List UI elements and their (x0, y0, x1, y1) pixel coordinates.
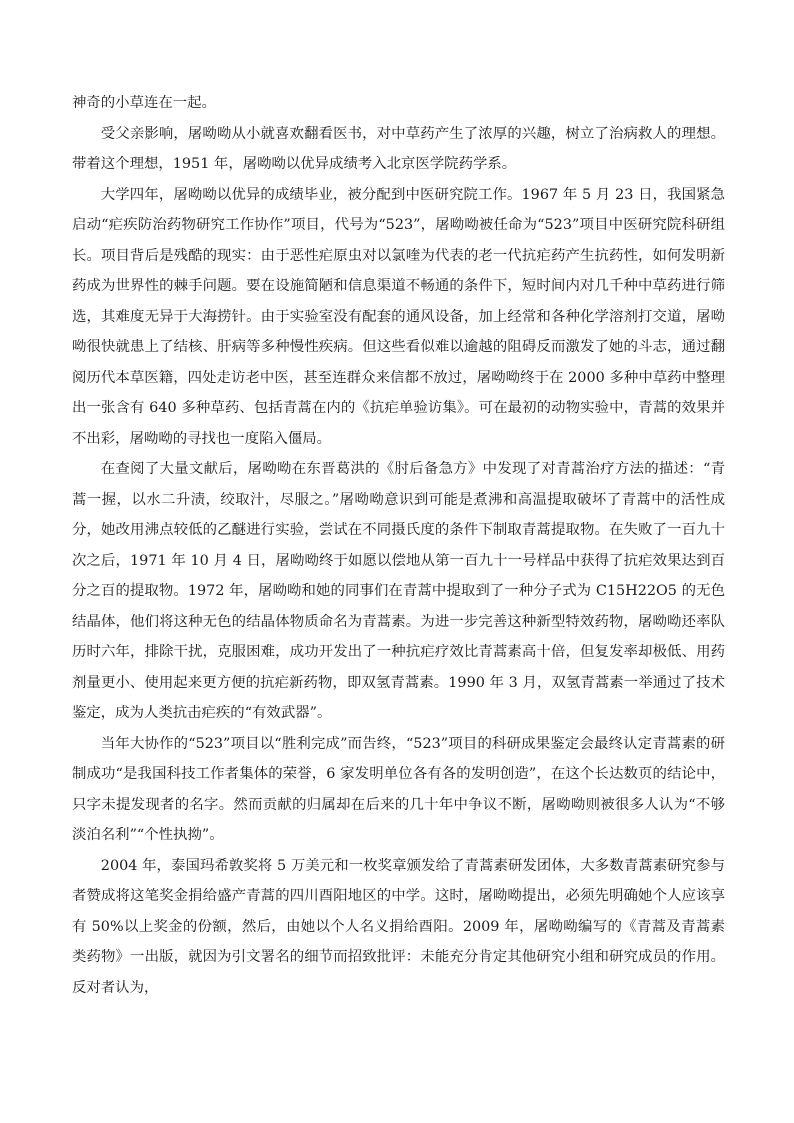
paragraph-artemisinin-discovery: 在查阅了大量文献后，屠呦呦在东晋葛洪的《肘后备急方》中发现了对青蒿治疗方法的描述：“青蒿一握，以水二升渍，绞取汁，尽服之。”屠呦呦意识到可能是煮沸和高温提取破坏了青蒿中的活性成分，她改用沸点较低的乙醚进行实验，尝试在不同摄氏度的条件下制取青蒿提取物。在失败了一百九十次之后，1971 年 10 月 4 日，屠呦呦终于如愿以偿地从第一百九十一号样品中获得了抗疟效果达到百分之百的提取物。1972 年，屠呦呦和她的同事们在青蒿中提取到了一种分子式为 C15H22O5 的无色结晶体，他们将这种无色的结晶体物质命名为青蒿素。为进一步完善这种新型特效药物，屠呦呦还率队历时六年，排除干扰，克服困难，成功开发出了一种抗疟疗效比青蒿素高十倍，但复发率却极低、用药剂量更小、使用起来更方便的抗疟新药物，即双氢青蒿素。1990 年 3 月，双氢青蒿素一举通过了技术鉴定，成为人类抗击疟疾的“有效武器”。 (72, 461, 725, 721)
paragraph-prize-controversy: 2004 年，泰国玛希敦奖将 5 万美元和一枚奖章颁发给了青蒿素研发团体，大多数青蒿素研究参与者赞成将这笔奖金捐给盛产青蒿的四川酉阳地区的中学。这时，屠呦呦提出，必须先明确她个人应该享有 50%以上奖金的份额，然后，由她以个人名义捐给酉阳。2009 年，屠呦呦编写的《青蒿及青蒿素类药物》一出版，就因为引文署名的细节而招致批评：未能充分肯定其他研究小组和研究成员的作用。反对者认为， (72, 857, 725, 996)
document-body (72, 88, 725, 1003)
paragraph-credit-dispute: 当年大协作的“523”项目以“胜利完成”而告终，“523”项目的科研成果鉴定会最终认定青蒿素的研制成功“是我国科技工作者集体的荣誉，6 家发明单位各有各的发明创造”，在这个长达数页的结论中，只字未提发现者的名字。然而贡献的归属却在后来的几十年中争议不断，屠呦呦则被很多人认为“不够淡泊名利”“个性执拗”。 (72, 735, 725, 843)
paragraph-father-influence: 受父亲影响，屠呦呦从小就喜欢翻看医书，对中草药产生了浓厚的兴趣，树立了治病救人的理想。带着这个理想，1951 年，屠呦呦以优异成绩考入北京医学院药学系。 (72, 125, 725, 172)
paragraph-523-project: 大学四年，屠呦呦以优异的成绩毕业，被分配到中医研究院工作。1967 年 5 月 23 日，我国紧急启动“疟疾防治药物研究工作协作”项目，代号为“523”，屠呦呦被任命为“523”项目中医研究院科研组长。项目背后是残酷的现实：由于恶性疟原虫对以氯喹为代表的老一代抗疟药产生抗药性，如何发明新药成为世界性的棘手问题。要在设施简陋和信息渠道不畅通的条件下，短时间内对几千种中草药进行筛选，其难度无异于大海捞针。由于实验室没有配套的通风设备，加上经常和各种化学溶剂打交道，屠呦呦很快就患上了结核、肝病等多种慢性疾病。但这些看似难以逾越的阻碍反而激发了她的斗志，通过翻阅历代本草医籍，四处走访老中医，甚至连群众来信都不放过，屠呦呦终于在 2000 多种中草药中整理出一张含有 640 多种草药、包括青蒿在内的《抗疟单验访集》。可在最初的动物实验中，青蒿的效果并不出彩，屠呦呦的寻找也一度陷入僵局。 (72, 186, 725, 447)
paragraph-continuation: 神奇的小草连在一起。 (72, 95, 216, 111)
